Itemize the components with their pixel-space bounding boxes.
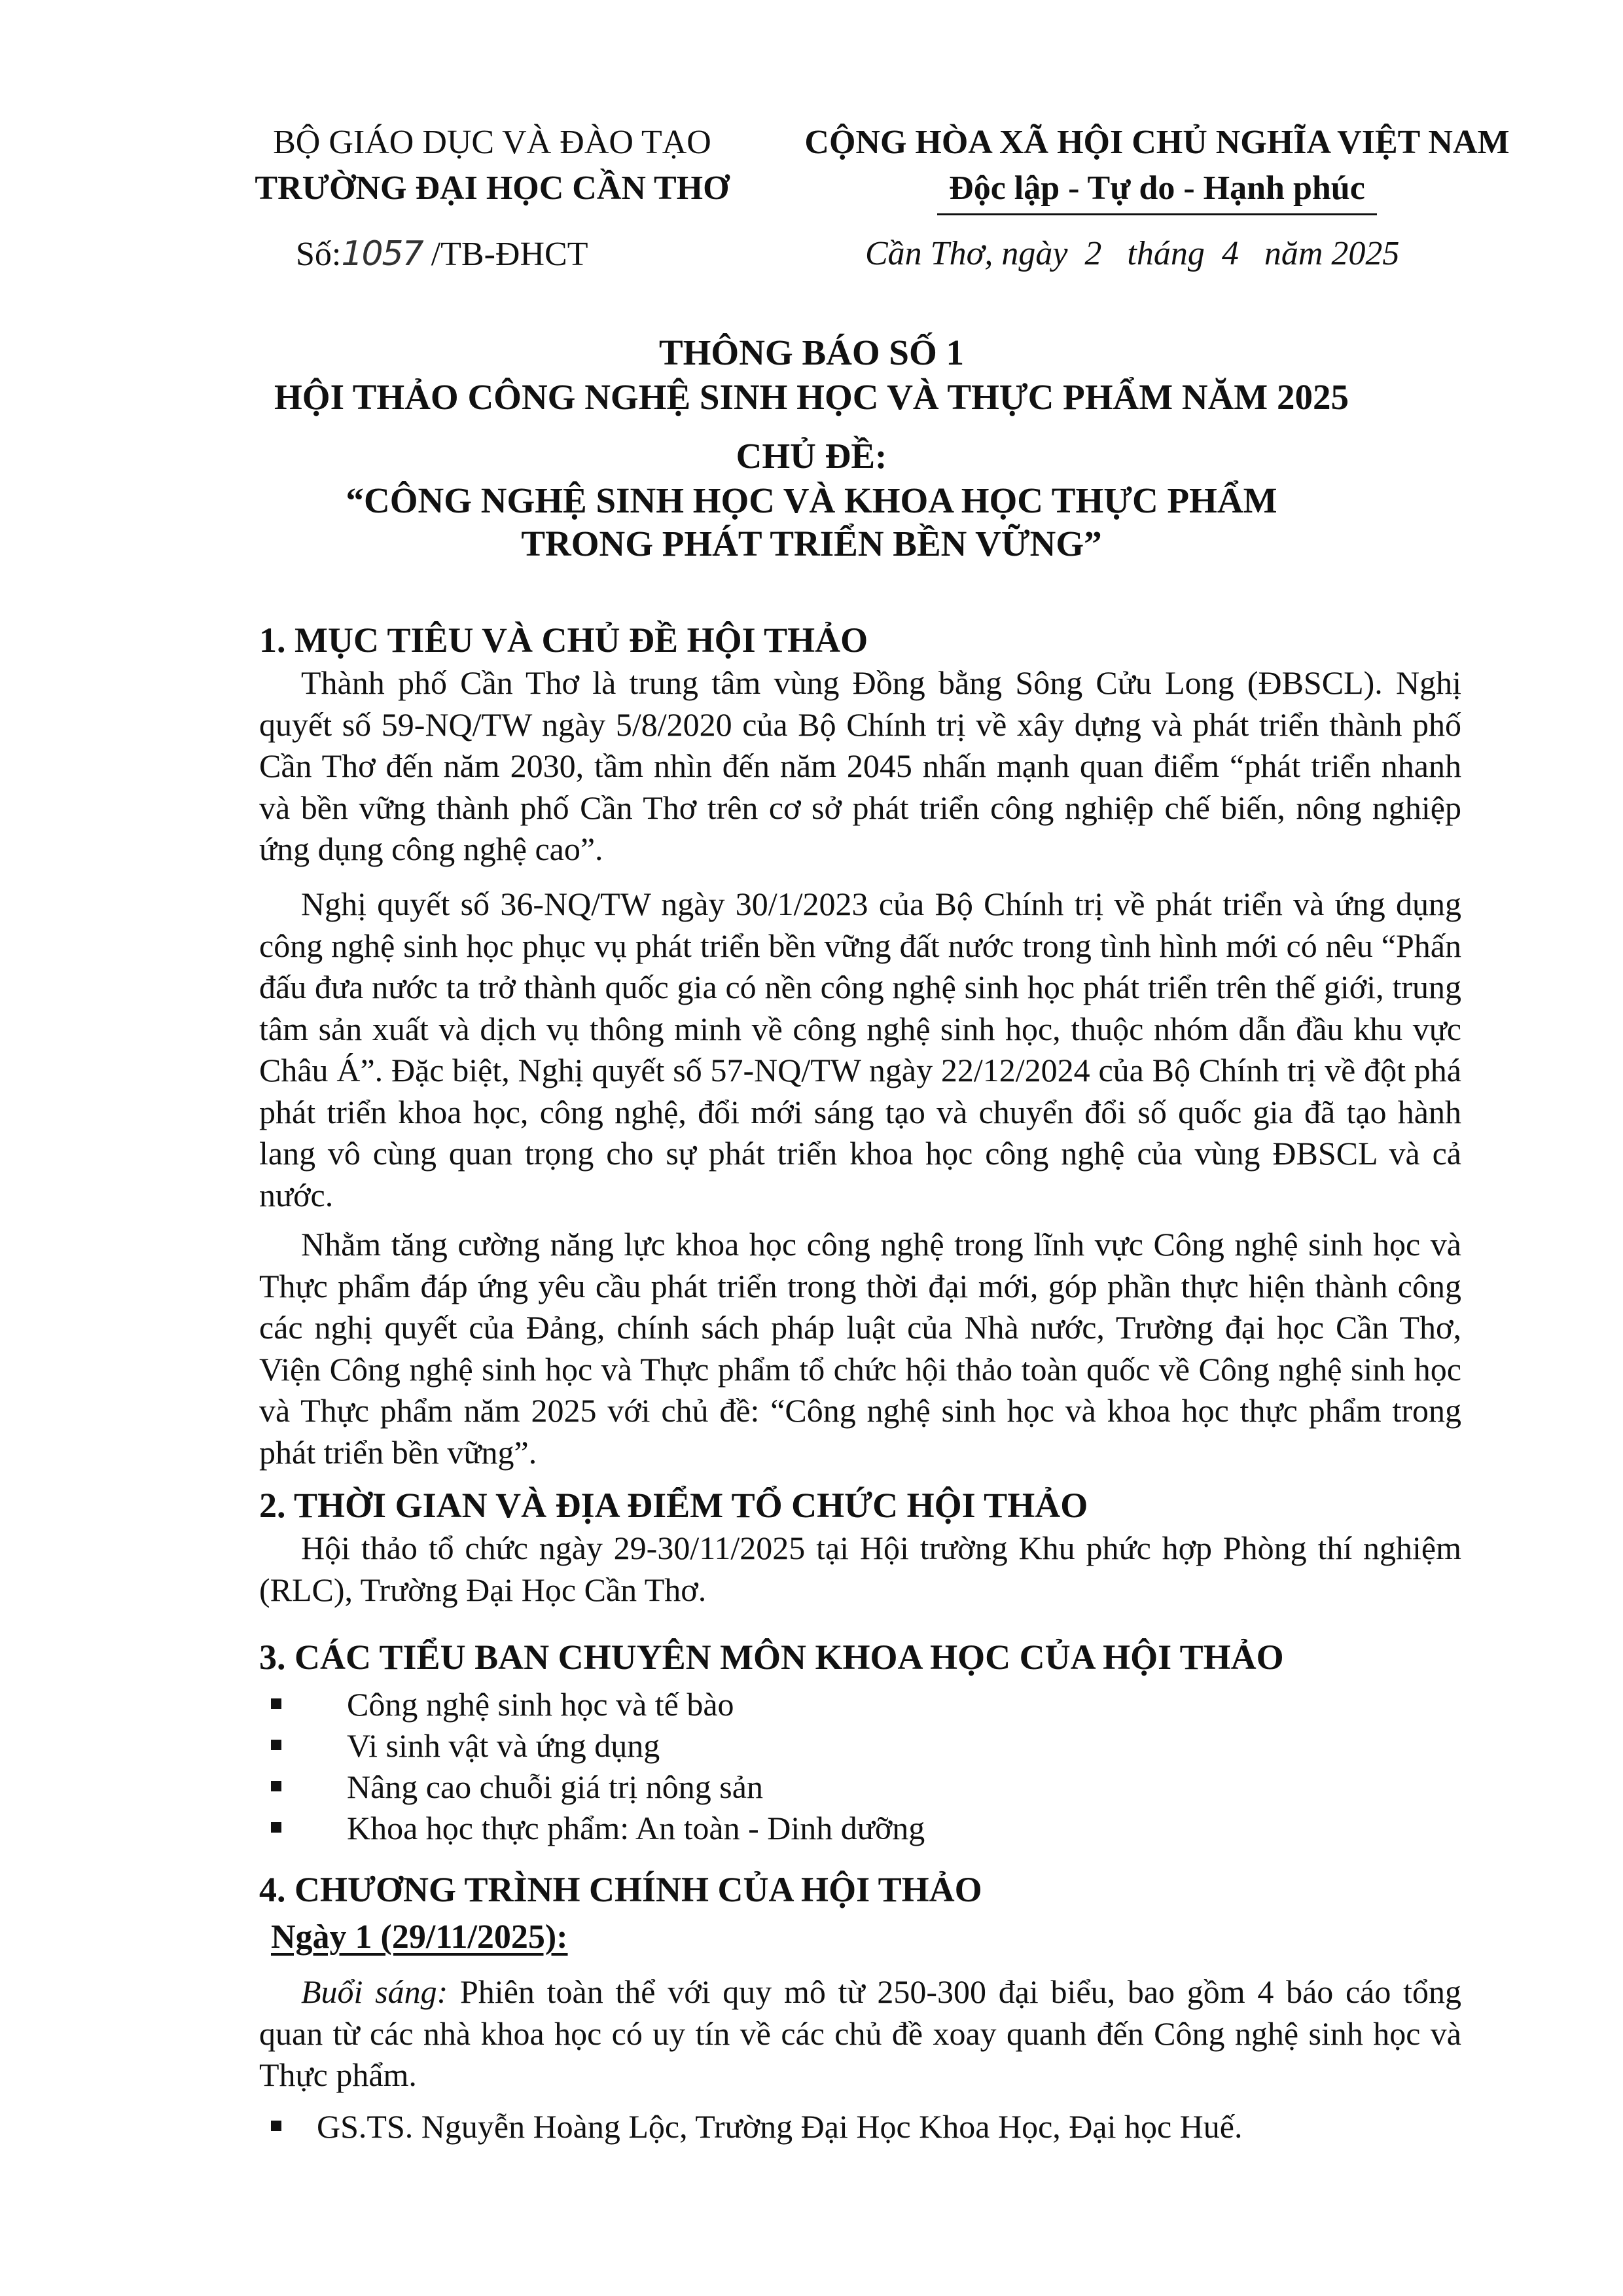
section-1-paragraph-1: Thành phố Cần Thơ là trung tâm vùng Đồng bằng Sông Cửu Long (ĐBSCL). Nghị quyết số 59-NQ/TW ngày 5/8/2020 của Bộ Chính trị về xây dựng và phát triển thành phố Cần Thơ đến năm 2030, tầm nhìn đến năm 2045 nhấn mạnh quan điểm “phát triển nhanh và bền vững thành phố Cần Thơ trên cơ sở phát triển công nghiệp chế biến, nông nghiệp ứng dụng công nghệ cao”. <box>259 664 1461 867</box>
bullet-icon <box>271 1822 281 1833</box>
day-1-label: Ngày 1 (29/11/2025): <box>271 1918 568 1956</box>
list-item <box>271 1767 763 1808</box>
list-item <box>271 2106 1242 2147</box>
morning-session-paragraph <box>259 1971 1461 2096</box>
theme-line-2: TRONG PHÁT TRIỂN BỀN VỮNG” <box>521 524 1102 564</box>
theme-line-1: “CÔNG NGHỆ SINH HỌC VÀ KHOA HỌC THỰC PHẨM <box>346 480 1277 520</box>
list-item-label: Vi sinh vật và ứng dụng <box>347 1727 660 1764</box>
section-1-paragraph-2: Nghị quyết số 36-NQ/TW ngày 30/1/2023 của Bộ Chính trị về phát triển và ứng dụng công nghệ sinh học phục vụ phát triển bền vững đất nước trong tình hình mới có nêu “Phấn đấu đưa nước ta trở thành quốc gia có nền công nghệ sinh học phát triển trên thế giới, trung tâm sản xuất và dịch vụ thông minh về công nghệ sinh học, thuộc nhóm dẫn đầu khu vực Châu Á”. Đặc biệt, Nghị quyết số 57-NQ/TW ngày 22/12/2024 của Bộ Chính trị về đột phá phát triển khoa học, công nghệ, đổi mới sáng tạo và chuyển đổi số quốc gia đã tạo hành lang vô cùng quan trọng cho sự phát triển khoa học công nghệ của vùng ĐBSCL và cả nước. <box>259 886 1461 1213</box>
number-suffix: /TB-ĐHCT <box>422 236 588 273</box>
list-item <box>271 1725 660 1767</box>
date-line: Cần Thơ, ngày 2 tháng 4 năm 2025 <box>865 235 1400 272</box>
number-handwritten: 1057 <box>341 234 423 274</box>
section-2-paragraph: Hội thảo tổ chức ngày 29-30/11/2025 tại Hội trường Khu phức hợp Phòng thí nghiệm (RLC), Trường Đại Học Cần Thơ. <box>259 1530 1461 1608</box>
section-1-paragraph-3: Nhằm tăng cường năng lực khoa học công nghệ trong lĩnh vực Công nghệ sinh học và Thực phẩm đáp ứng yêu cầu phát triển trong thời đại mới, góp phần thực hiện thành công các nghị quyết của Đảng, chính sách pháp luật của Nhà nước, Trường đại học Cần Thơ, Viện Công nghệ sinh học và Thực phẩm tổ chức hội thảo toàn quốc về Công nghệ sinh học và Thực phẩm năm 2025 với chủ đề: “Công nghệ sinh học và khoa học thực phẩm trong phát triển bền vững”. <box>259 1226 1461 1471</box>
list-item-label: Nâng cao chuỗi giá trị nông sản <box>347 1768 763 1805</box>
republic-name: CỘNG HÒA XÃ HỘI CHỦ NGHĨA VIỆT NAM <box>804 124 1510 161</box>
bullet-icon <box>271 2121 281 2131</box>
national-motto: Độc lập - Tự do - Hạnh phúc <box>949 170 1365 207</box>
morning-session-text: Phiên toàn thể với quy mô từ 250-300 đại biểu, bao gồm 4 báo cáo tổng quan từ các nhà khoa học có uy tín về các chủ đề xoay quanh đến Công nghệ sinh học và Thực phẩm. <box>259 1973 1461 2093</box>
list-item <box>271 1808 925 1849</box>
motto-underline <box>937 213 1377 215</box>
document-number <box>296 233 588 276</box>
section-3-heading: 3. CÁC TIỂU BAN CHUYÊN MÔN KHOA HỌC CỦA HỘI THẢO <box>259 1638 1284 1677</box>
bullet-icon <box>271 1740 281 1750</box>
speaker-name: GS.TS. Nguyễn Hoàng Lộc, Trường Đại Học Khoa Học, Đại học Huế. <box>317 2108 1243 2145</box>
list-item-label: Khoa học thực phẩm: An toàn - Dinh dưỡng <box>347 1810 925 1846</box>
bullet-icon <box>271 1698 281 1709</box>
theme-label: CHỦ ĐỀ: <box>736 436 887 476</box>
section-2-heading: 2. THỜI GIAN VÀ ĐỊA ĐIỂM TỔ CHỨC HỘI THẢO <box>259 1486 1088 1525</box>
list-item <box>271 1684 734 1725</box>
announcement-title: THÔNG BÁO SỐ 1 <box>658 332 965 372</box>
morning-session-label: Buổi sáng: <box>301 1973 448 2010</box>
bullet-icon <box>271 1781 281 1791</box>
university-name: TRƯỜNG ĐẠI HỌC CẦN THƠ <box>255 170 730 207</box>
conference-title: HỘI THẢO CÔNG NGHỆ SINH HỌC VÀ THỰC PHẨM NĂM 2025 <box>274 377 1349 417</box>
ministry-name: BỘ GIÁO DỤC VÀ ĐÀO TẠO <box>273 124 711 161</box>
section-1-heading: 1. MỤC TIÊU VÀ CHỦ ĐỀ HỘI THẢO <box>259 620 868 660</box>
number-prefix: Số: <box>296 236 342 273</box>
list-item-label: Công nghệ sinh học và tế bào <box>347 1686 734 1723</box>
section-4-heading: 4. CHƯƠNG TRÌNH CHÍNH CỦA HỘI THẢO <box>259 1870 982 1909</box>
